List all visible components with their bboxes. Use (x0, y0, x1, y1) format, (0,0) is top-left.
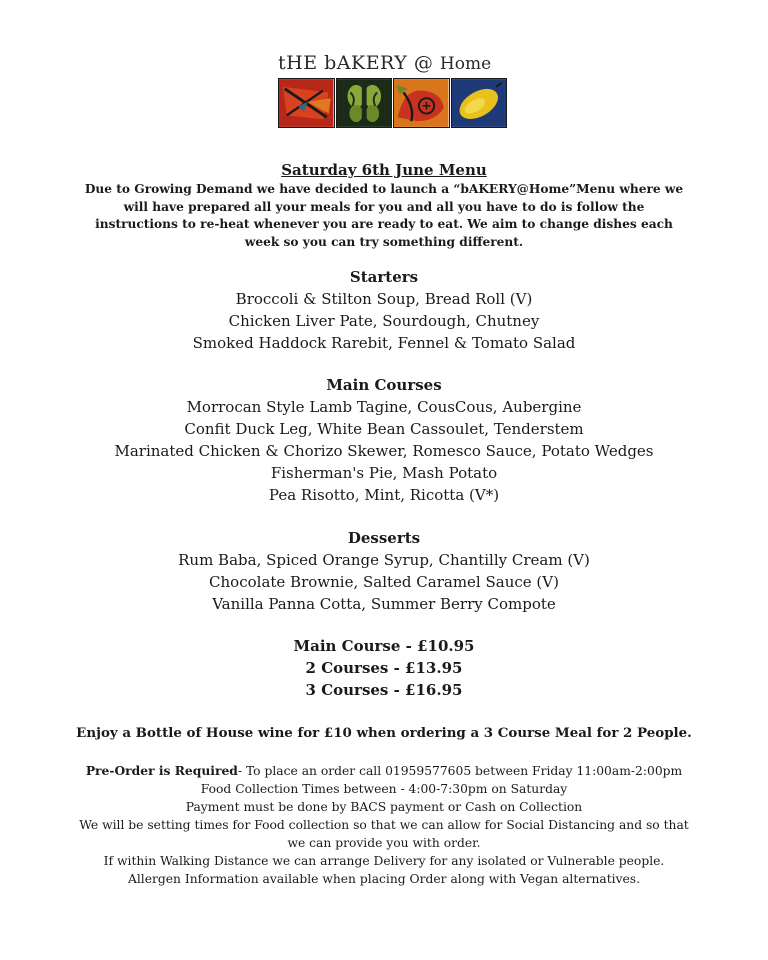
delivery-info: If within Walking Distance we can arrange Delivery for any isolated or Vulnerable people. (103, 854, 665, 868)
starter-item: Broccoli & Stilton Soup, Bread Roll (V) (235, 290, 533, 308)
main-item: Fisherman's Pie, Mash Potato (270, 464, 498, 482)
logo-title (278, 52, 510, 76)
preorder-line (74, 762, 694, 780)
mains-title: Main Courses (326, 376, 442, 394)
distancing-info: We will be setting times for Food collection so that we can allow for Social Distancing and so that we can provide you with order. (79, 818, 689, 850)
allergen-info: Allergen Information available when placing Order along with Vegan alternatives. (127, 872, 641, 886)
butterfly-tile-icon (336, 78, 393, 128)
price-two-courses: 2 Courses - £13.95 (305, 659, 463, 677)
desserts-title: Desserts (347, 529, 421, 547)
logo-tiles (278, 78, 508, 128)
main-item: Marinated Chicken & Chorizo Skewer, Romesco Sauce, Potato Wedges (114, 442, 654, 460)
preorder-label: Pre-Order is Required (85, 763, 238, 778)
intro-paragraph: Due to Growing Demand we have decided to launch a “bAKERY@Home”Menu where we will have prepared all your meals for you and all you have to do is follow the instructions to re-heat whenever you are ready to eat. We aim to change dishes each week so you can try something different. (84, 182, 684, 249)
prices-section (0, 635, 768, 701)
starter-item: Chicken Liver Pate, Sourdough, Chutney (228, 312, 540, 330)
bird-tile-icon (393, 78, 450, 128)
dessert-item: Rum Baba, Spiced Orange Syrup, Chantilly Cream (V) (178, 551, 590, 569)
starter-item: Smoked Haddock Rarebit, Fennel & Tomato Salad (192, 334, 576, 352)
logo-title-home: Home (439, 54, 492, 74)
main-item: Pea Risotto, Mint, Ricotta (V*) (268, 486, 500, 504)
fish-tile-icon (278, 78, 335, 128)
order-information (74, 762, 694, 888)
price-main-course: Main Course - £10.95 (293, 637, 475, 655)
price-three-courses: 3 Courses - £16.95 (305, 681, 463, 699)
bakery-logo (278, 52, 510, 76)
collection-times: Food Collection Times between - 4:00-7:30pm on Saturday (200, 782, 568, 796)
payment-info: Payment must be done by BACS payment or Cash on Collection (185, 800, 583, 814)
desserts-section (0, 527, 768, 615)
main-item: Confit Duck Leg, White Bean Cassoulet, Tenderstem (184, 420, 584, 438)
lemon-tile-icon (451, 78, 508, 128)
logo-title-main: tHE bAKERY @ (278, 52, 440, 74)
starters-title: Starters (349, 268, 419, 286)
starters-section (0, 266, 768, 354)
wine-offer: Enjoy a Bottle of House wine for £10 when ordering a 3 Course Meal for 2 People. (76, 725, 692, 741)
mains-section (0, 374, 768, 506)
dessert-item: Chocolate Brownie, Salted Caramel Sauce (V) (209, 573, 559, 591)
preorder-text: - To place an order call 01959577605 between Friday 11:00am-2:00pm (237, 764, 683, 778)
main-item: Morrocan Style Lamb Tagine, CousCous, Aubergine (186, 398, 582, 416)
menu-title: Saturday 6th June Menu (281, 161, 487, 179)
dessert-item: Vanilla Panna Cotta, Summer Berry Compote (212, 595, 556, 613)
